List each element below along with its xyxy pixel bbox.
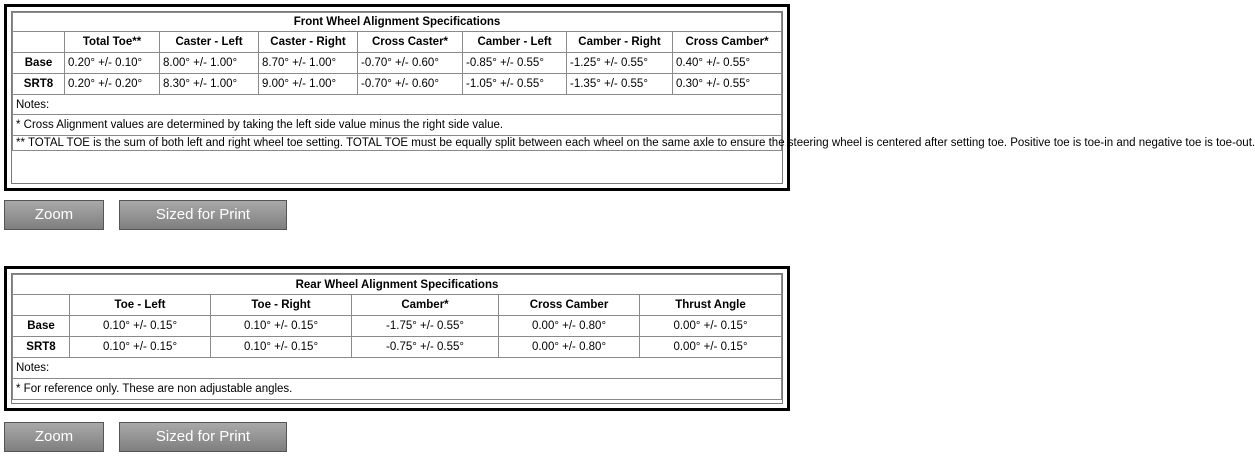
- front-cell: 0.20° +/- 0.10°: [65, 53, 160, 74]
- rear-cell: -0.75° +/- 0.55°: [352, 337, 499, 358]
- front-table-title: Front Wheel Alignment Specifications: [13, 13, 782, 32]
- rear-cell: 0.00° +/- 0.15°: [640, 337, 782, 358]
- rear-cell: 0.10° +/- 0.15°: [70, 316, 211, 337]
- rear-alignment-panel: [4, 266, 790, 411]
- rear-alignment-inner: [11, 273, 783, 404]
- front-cell: 8.00° +/- 1.00°: [160, 53, 259, 74]
- front-cell: -0.85° +/- 0.55°: [463, 53, 567, 74]
- front-note-cross-alignment: * Cross Alignment values are determined by taking the left side value minus the right side value.: [13, 115, 782, 136]
- front-header-camber-right: Camber - Right: [567, 32, 673, 53]
- rear-sized-for-print-button[interactable]: Sized for Print: [119, 422, 287, 452]
- front-sized-for-print-button[interactable]: Sized for Print: [119, 200, 287, 230]
- front-cell: 8.70° +/- 1.00°: [259, 53, 358, 74]
- rear-row-label-base: Base: [13, 316, 70, 337]
- rear-cell: 0.00° +/- 0.80°: [499, 316, 640, 337]
- front-note-total-toe: ** TOTAL TOE is the sum of both left and right wheel toe setting. TOTAL TOE must be equally split between each wheel on the same axle to ensure the steering wheel is centered after setting toe. Positive toe is toe-in and negative toe is toe-out.: [13, 136, 782, 151]
- front-header-caster-left: Caster - Left: [160, 32, 259, 53]
- front-alignment-panel: [4, 4, 1255, 191]
- rear-row-label-srt8: SRT8: [13, 337, 70, 358]
- front-alignment-inner: [11, 11, 1255, 184]
- rear-header-camber: Camber*: [352, 295, 499, 316]
- front-notes-label: Notes:: [13, 95, 782, 115]
- front-cell: 0.30° +/- 0.55°: [673, 74, 782, 95]
- rear-alignment-table: [12, 274, 782, 400]
- front-cell: -1.05° +/- 0.55°: [463, 74, 567, 95]
- rear-cell: 0.00° +/- 0.80°: [499, 337, 640, 358]
- rear-header-thrust-angle: Thrust Angle: [640, 295, 782, 316]
- table-row: [13, 53, 782, 74]
- rear-zoom-button[interactable]: Zoom: [4, 422, 104, 452]
- rear-table-title: Rear Wheel Alignment Specifications: [13, 275, 782, 295]
- front-header-caster-right: Caster - Right: [259, 32, 358, 53]
- front-cell: 8.30° +/- 1.00°: [160, 74, 259, 95]
- rear-header-toe-right: Toe - Right: [211, 295, 352, 316]
- rear-header-toe-left: Toe - Left: [70, 295, 211, 316]
- rear-cell: 0.10° +/- 0.15°: [70, 337, 211, 358]
- front-header-cross-caster: Cross Caster*: [358, 32, 463, 53]
- front-cell: -1.35° +/- 0.55°: [567, 74, 673, 95]
- front-zoom-button[interactable]: Zoom: [4, 200, 104, 230]
- front-cell: 0.40° +/- 0.55°: [673, 53, 782, 74]
- front-cell: -0.70° +/- 0.60°: [358, 53, 463, 74]
- front-cell: 9.00° +/- 1.00°: [259, 74, 358, 95]
- front-header-blank: [13, 32, 65, 53]
- rear-notes-label: Notes:: [13, 358, 782, 379]
- table-row: [13, 337, 782, 358]
- front-header-total-toe: Total Toe**: [65, 32, 160, 53]
- table-row: [13, 316, 782, 337]
- front-alignment-table: [12, 12, 1255, 151]
- rear-header-blank: [13, 295, 70, 316]
- rear-cell: 0.00° +/- 0.15°: [640, 316, 782, 337]
- rear-header-cross-camber: Cross Camber: [499, 295, 640, 316]
- rear-cell: 0.10° +/- 0.15°: [211, 337, 352, 358]
- front-row-label-base: Base: [13, 53, 65, 74]
- front-cell: -0.70° +/- 0.60°: [358, 74, 463, 95]
- front-header-cross-camber: Cross Camber*: [673, 32, 782, 53]
- front-cell: -1.25° +/- 0.55°: [567, 53, 673, 74]
- front-cell: 0.20° +/- 0.20°: [65, 74, 160, 95]
- front-row-label-srt8: SRT8: [13, 74, 65, 95]
- rear-note-reference-only: * For reference only. These are non adjustable angles.: [13, 379, 782, 400]
- rear-cell: 0.10° +/- 0.15°: [211, 316, 352, 337]
- table-row: [13, 74, 782, 95]
- rear-cell: -1.75° +/- 0.55°: [352, 316, 499, 337]
- front-header-camber-left: Camber - Left: [463, 32, 567, 53]
